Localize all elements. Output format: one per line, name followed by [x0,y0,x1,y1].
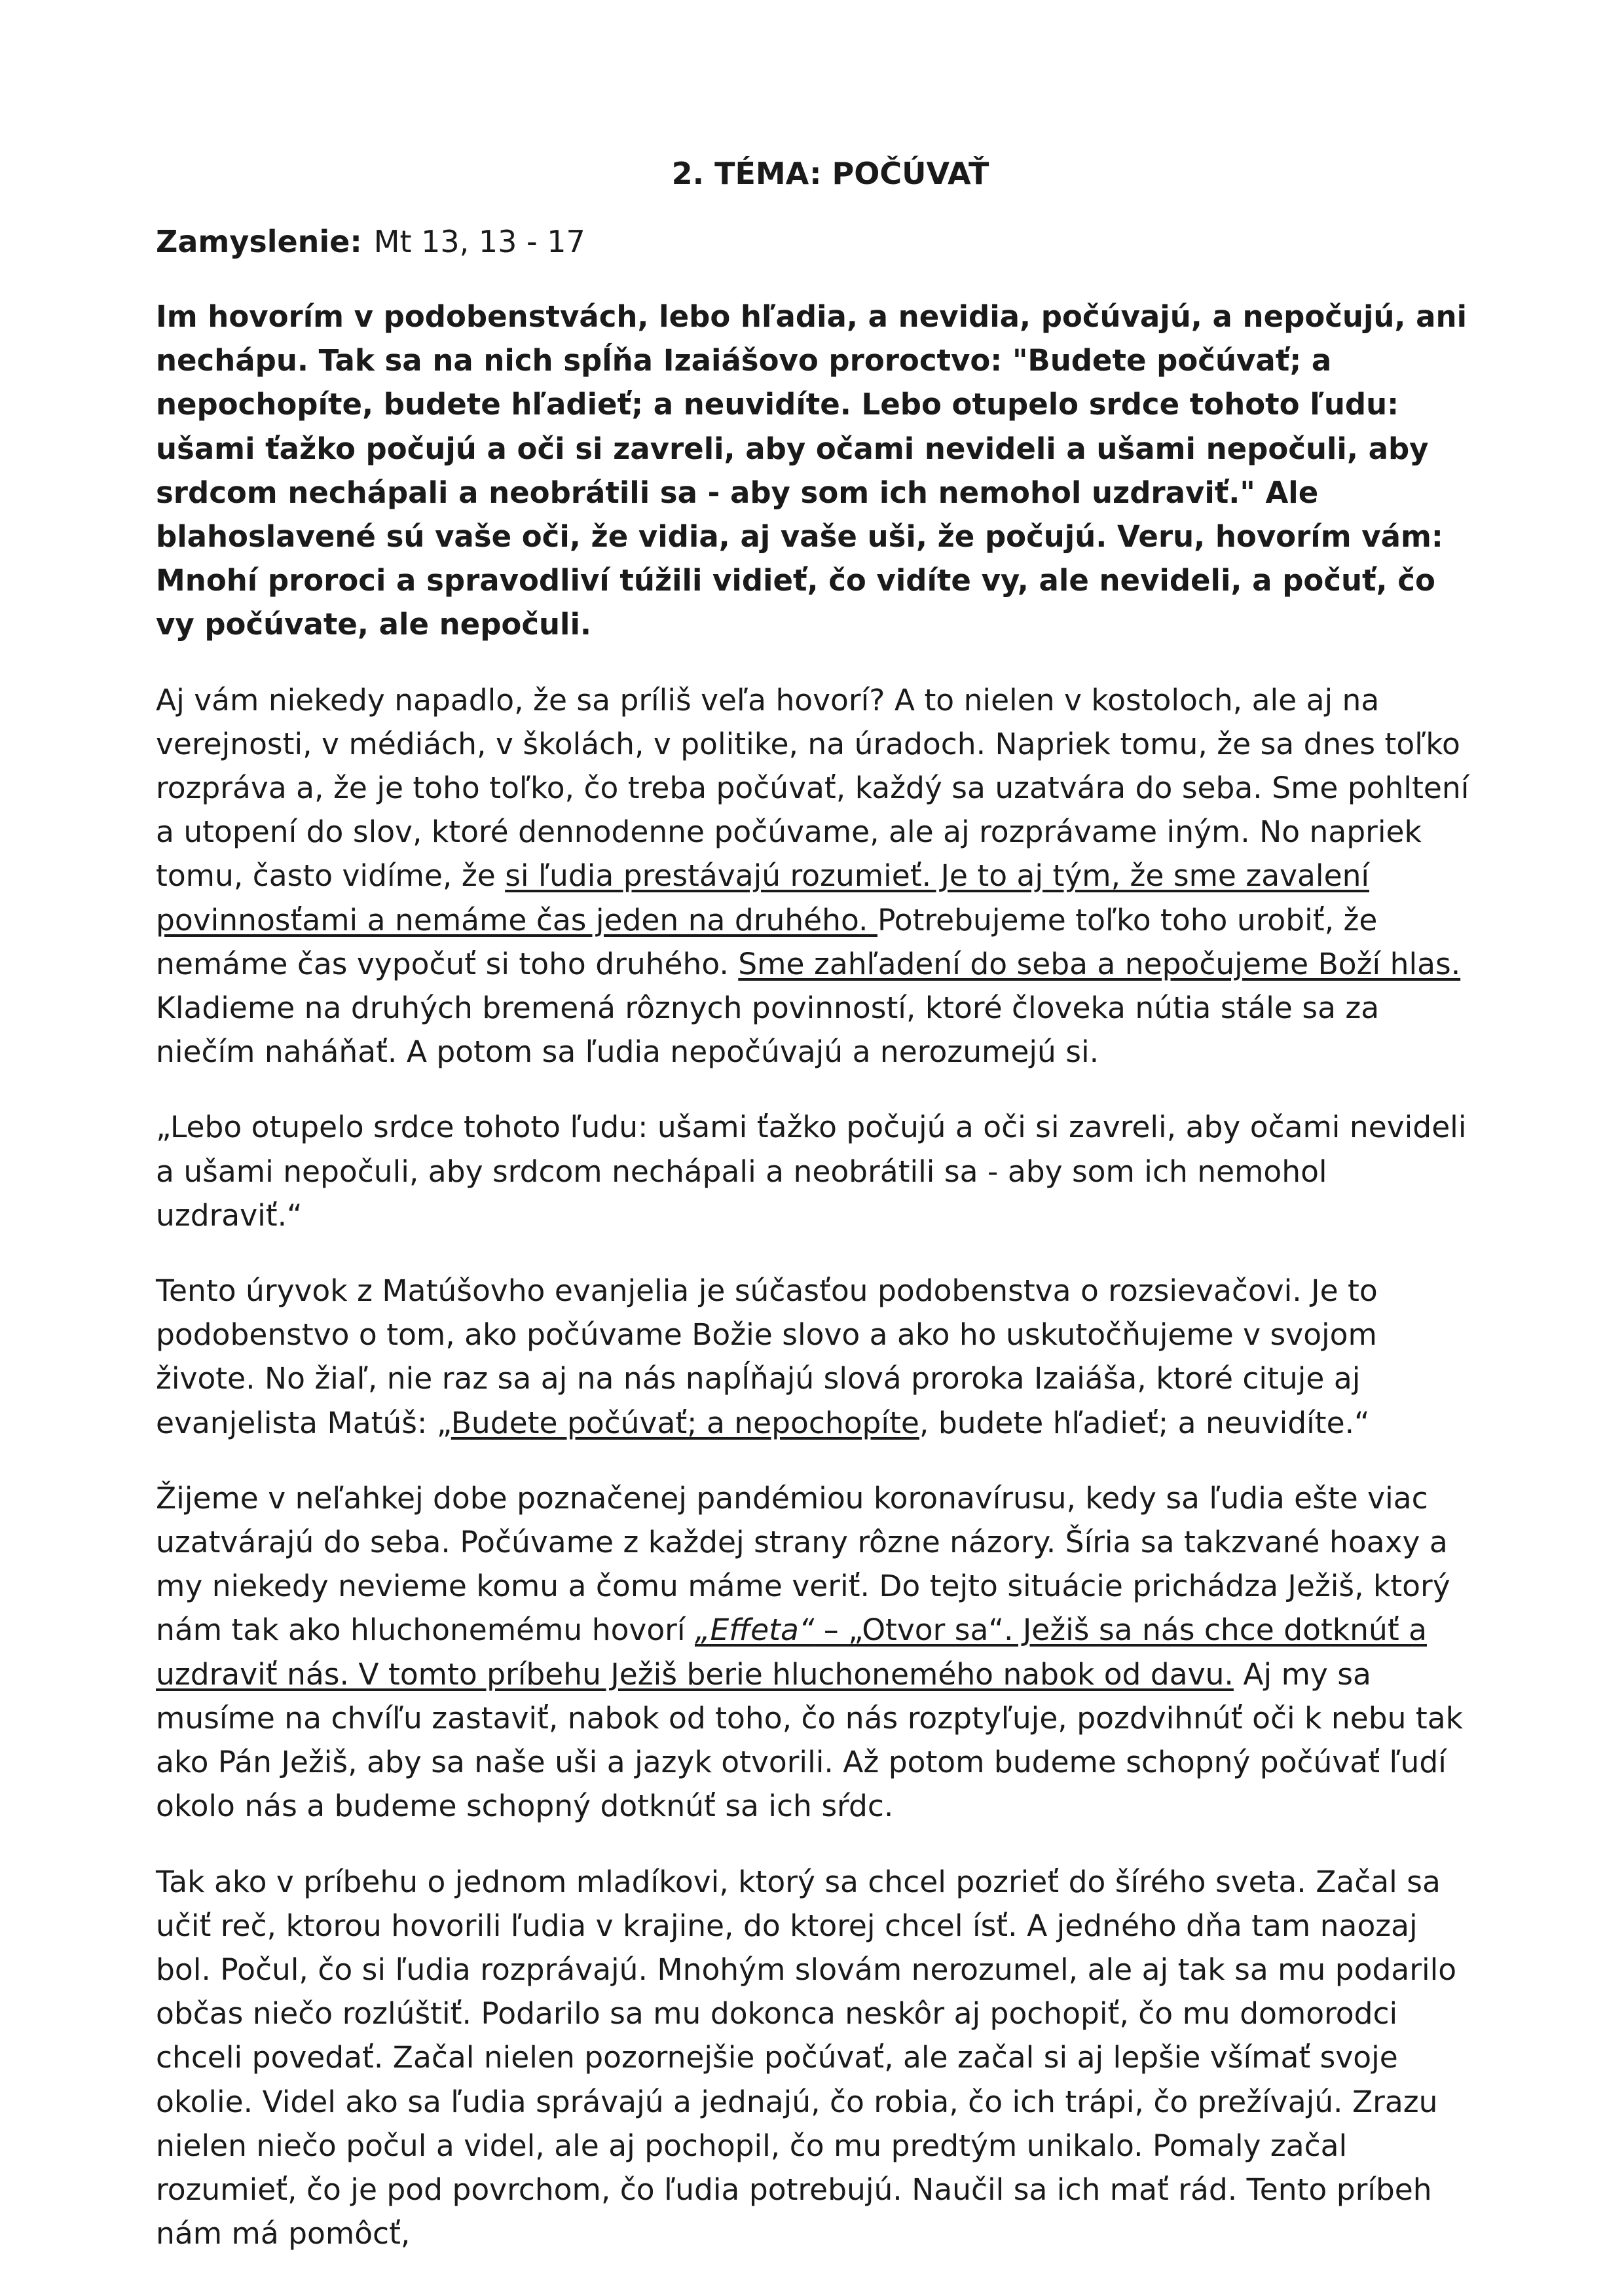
paragraph-4 [156,1476,1479,1829]
paragraph-1-underline-b: Sme zahľadení do seba a nepočujeme Boží hlas. [738,946,1461,981]
scripture-reference: Mt 13, 13 - 17 [373,224,585,259]
paragraph-1-text-b: Potrebujeme toľko toho urobiť, že nemáme čas vypočuť si toho druhého. [156,902,1378,981]
paragraph-1-text-a: Aj vám niekedy napadlo, že sa príliš veľa hovorí? A to nielen v kostoloch, ale aj na verejnosti, v médiách, v školách, v politike, na úradoch. Napriek tomu, že sa dnes toľko rozpráva a, že je toho toľko, čo treba počúvať, každý sa uzatvára do seba. Sme pohltení a utopení do slov, ktoré dennodenne počúvame, ale aj rozprávame iným. No napriek tomu, často vidíme, že [156,682,1469,894]
page-title: 2. TÉMA: POČÚVAŤ [671,156,989,191]
paragraph-4-text-a: Žijeme v neľahkej dobe poznačenej pandémiou koronavírusu, kedy sa ľudia ešte viac uzatvárajú do seba. Počúvame z každej strany rôzne názory. Šíria sa takzvané hoaxy a my niekedy nevieme komu a čomu máme veriť. Do tejto situácie prichádza Ježiš, ktorý nám tak ako hluchonemému hovorí [156,1480,1450,1648]
paragraph-5: Tak ako v príbehu o jednom mladíkovi, ktorý sa chcel pozrieť do šírého sveta. Začal sa učiť reč, ktorou hovorili ľudia v krajine, do ktorej chcel ísť. A jedného dňa tam naozaj bol. Počul, čo si ľudia rozprávajú. Mnohým slovám nerozumel, ale aj tak sa mu podarilo občas niečo rozlúštiť. Podarilo sa mu dokonca neskôr aj pochopiť, čo mu domorodci chceli povedať. Začal nielen pozornejšie počúvať, ale začal si aj lepšie všímať svoje okolie. Videl ako sa ľudia správajú a jednajú, čo robia, čo ich trápi, čo prežívajú. Zrazu nielen niečo počul a videl, ale aj pochopil, čo mu predtým unikalo. Pomaly začal rozumieť, čo je pod povrchom, čo ľudia potrebujú. Naučil sa ich mať rád. Tento príbeh nám má pomôcť, [156,1864,1457,2251]
paragraph-2-quote: „Lebo otupelo srdce tohoto ľudu: ušami ťažko počujú a oči si zavreli, aby očami nevideli a ušami nepočuli, aby srdcom nechápali a neobrátili sa - aby som ich nemohol uzdraviť.“ [156,1110,1467,1233]
paragraph-4-text-b: Aj my sa musíme na chvíľu zastaviť, nabok od toho, čo nás rozptyľuje, pozdvihnúť oči k nebu tak ako Pán Ježiš, aby sa naše uši a jazyk otvorili. Až potom budeme schopný počúvať ľudí okolo nás a budeme schopný dotknúť sa ich sŕdc. [156,1656,1463,1824]
reflection-line [156,220,1479,263]
paragraph-3-underline: Budete počúvať; a nepochopíte [451,1405,919,1440]
paragraph-3-text-b: , budete hľadieť; a neuvidíte.“ [919,1405,1370,1440]
paragraph-4-effeta: „Effeta“ [694,1613,815,1648]
paragraph-1-underline-a: si ľudia prestávajú rozumieť. Je to aj tým, že sme zavalení povinnosťami a nemáme čas jeden na druhého. [156,858,1370,938]
scripture-quote: Im hovorím v podobenstvách, lebo hľadia, a nevidia, počúvajú, a nepočujú, ani nechápu. Tak sa na nich spĺňa Izaiášovo proroctvo: "Budete počúvať; a nepochopíte, budete hľadieť; a neuvidíte. Lebo otupelo srdce tohoto ľudu: ušami ťažko počujú a oči si zavreli, aby očami nevideli a ušami nepočuli, aby srdcom nechápali a neobrátili sa - aby som ich nemohol uzdraviť." Ale blahoslavené sú vaše oči, že vidia, aj vaše uši, že počujú. Veru, hovorím vám: Mnohí proroci a spravodliví túžili vidieť, čo vidíte vy, ale nevideli, a počuť, čo vy počúvate, ale nepočuli. [156,299,1467,642]
paragraph-1-text-c: Kladieme na druhých bremená rôznych povinností, ktoré človeka nútia stále sa za niečím naháňať. A potom sa ľudia nepočúvajú a nerozumejú si. [156,991,1380,1070]
paragraph-1 [156,678,1479,1074]
paragraph-4-underline: – „Otvor sa“. Ježiš sa nás chce dotknúť a uzdraviť nás. V tomto príbehu Ježiš berie hluchonemého nabok od davu. [156,1613,1428,1692]
paragraph-3 [156,1269,1479,1445]
reflection-label: Zamyslenie: [156,224,362,259]
document-page [156,156,1479,2287]
paragraph-3-text-a: Tento úryvok z Matúšovho evanjelia je súčasťou podobenstva o rozsievačovi. Je to podobenstvo o tom, ako počúvame Božie slovo a ako ho uskutočňujeme v svojom živote. No žiaľ, nie raz sa aj na nás napĺňajú slová proroka Izaiáša, ktoré cituje aj evanjelista Matúš: „ [156,1273,1378,1440]
